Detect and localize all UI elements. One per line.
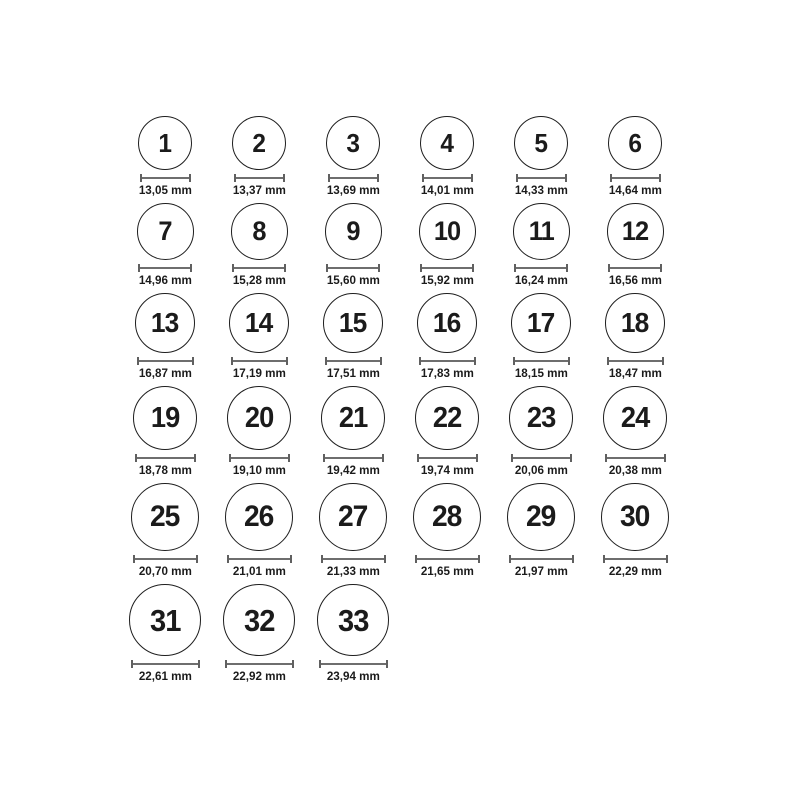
diameter-measure-line (232, 264, 286, 272)
diameter-measure-line (605, 454, 666, 462)
ring-size-cell (494, 203, 588, 287)
diameter-label: 14,33 mm (514, 183, 568, 197)
diameter-measure-line (516, 174, 567, 182)
ring-size-cell (400, 483, 494, 578)
diameter-measure-line (419, 357, 476, 365)
ring-size-cell (212, 203, 306, 287)
ring-circle (511, 293, 571, 353)
ring-circle (509, 386, 573, 450)
ring-size-cell (306, 386, 400, 477)
diameter-label: 16,56 mm (608, 273, 662, 287)
ring-size-cell (588, 293, 682, 380)
ring-size-cell (212, 293, 306, 380)
ring-circle (514, 116, 568, 170)
ring-size-cell (118, 293, 212, 380)
ring-size-number: 6 (628, 128, 642, 158)
ring-size-number: 20 (244, 401, 274, 434)
ring-circle (229, 293, 289, 353)
diameter-measure-line (607, 357, 664, 365)
ring-circle (326, 116, 380, 170)
diameter-label: 19,10 mm (232, 463, 286, 477)
ring-size-cell (494, 386, 588, 477)
ring-size-number: 33 (337, 602, 369, 638)
ring-size-number: 4 (440, 128, 454, 158)
ring-size-number: 24 (620, 401, 650, 434)
ring-size-number: 26 (244, 500, 274, 533)
ring-size-number: 16 (433, 307, 461, 338)
diameter-measure-line (326, 264, 380, 272)
ring-circle (325, 203, 382, 260)
diameter-measure-line (234, 174, 285, 182)
diameter-label: 20,06 mm (514, 463, 568, 477)
ring-circle (419, 203, 476, 260)
diameter-label: 23,94 mm (326, 669, 380, 683)
ring-circle (513, 203, 570, 260)
ring-circle (131, 483, 199, 551)
ring-size-cell (400, 386, 494, 477)
ring-circle (135, 293, 195, 353)
diameter-label: 17,19 mm (232, 366, 286, 380)
ring-size-cell (400, 293, 494, 380)
diameter-label: 22,92 mm (232, 669, 286, 683)
ring-size-number: 17 (527, 307, 555, 338)
diameter-label: 19,74 mm (420, 463, 474, 477)
ring-size-number: 7 (158, 216, 172, 246)
ring-circle (608, 116, 662, 170)
diameter-label: 22,29 mm (608, 564, 662, 578)
ring-circle (605, 293, 665, 353)
diameter-measure-line (514, 264, 568, 272)
diameter-measure-line (509, 555, 574, 563)
ring-size-cell (306, 203, 400, 287)
diameter-label: 19,42 mm (326, 463, 380, 477)
ring-size-number: 2 (252, 128, 266, 158)
diameter-measure-line (603, 555, 668, 563)
ring-circle (323, 293, 383, 353)
ring-size-cell (588, 116, 682, 197)
diameter-label: 20,38 mm (608, 463, 662, 477)
diameter-label: 21,01 mm (232, 564, 286, 578)
ring-size-cell (494, 293, 588, 380)
ring-size-number: 32 (243, 602, 275, 638)
ring-size-number: 29 (526, 500, 556, 533)
ring-circle (129, 584, 201, 656)
ring-size-cell (588, 483, 682, 578)
diameter-label: 14,01 mm (420, 183, 474, 197)
ring-size-number: 8 (252, 216, 266, 246)
ring-size-cell (306, 483, 400, 578)
diameter-label: 21,65 mm (420, 564, 474, 578)
ring-circle (319, 483, 387, 551)
diameter-measure-line (513, 357, 570, 365)
ring-size-number: 9 (346, 216, 360, 246)
diameter-label: 18,47 mm (608, 366, 662, 380)
ring-size-cell (118, 203, 212, 287)
ring-circle (133, 386, 197, 450)
diameter-measure-line (229, 454, 290, 462)
diameter-measure-line (225, 660, 294, 668)
diameter-measure-line (417, 454, 478, 462)
ring-circle (138, 116, 192, 170)
ring-size-number: 15 (339, 307, 367, 338)
diameter-measure-line (325, 357, 382, 365)
diameter-label: 18,78 mm (138, 463, 192, 477)
ring-size-number: 27 (338, 500, 368, 533)
ring-size-number: 25 (150, 500, 180, 533)
diameter-measure-line (131, 660, 200, 668)
ring-size-number: 19 (150, 401, 180, 434)
diameter-measure-line (135, 454, 196, 462)
diameter-measure-line (138, 264, 192, 272)
ring-size-cell (494, 116, 588, 197)
diameter-label: 14,96 mm (138, 273, 192, 287)
ring-circle (225, 483, 293, 551)
diameter-label: 15,92 mm (420, 273, 474, 287)
ring-size-number: 22 (432, 401, 462, 434)
ring-size-cell (400, 203, 494, 287)
ring-size-cell (306, 116, 400, 197)
diameter-measure-line (511, 454, 572, 462)
ring-size-cell (118, 116, 212, 197)
ring-size-cell (306, 584, 400, 683)
diameter-measure-line (610, 174, 661, 182)
diameter-measure-line (422, 174, 473, 182)
ring-circle (415, 386, 479, 450)
ring-size-cell (118, 483, 212, 578)
ring-size-number: 21 (338, 401, 368, 434)
diameter-measure-line (420, 264, 474, 272)
ring-circle (601, 483, 669, 551)
ring-circle (607, 203, 664, 260)
diameter-label: 18,15 mm (514, 366, 568, 380)
diameter-label: 20,70 mm (138, 564, 192, 578)
ring-size-number: 28 (432, 500, 462, 533)
ring-size-cell (494, 483, 588, 578)
diameter-label: 21,33 mm (326, 564, 380, 578)
ring-circle (603, 386, 667, 450)
diameter-measure-line (608, 264, 662, 272)
ring-circle (317, 584, 389, 656)
diameter-label: 13,69 mm (326, 183, 380, 197)
diameter-measure-line (133, 555, 198, 563)
ring-circle (507, 483, 575, 551)
ring-size-cell (212, 116, 306, 197)
ring-circle (417, 293, 477, 353)
ring-size-number: 31 (149, 602, 181, 638)
ring-circle (420, 116, 474, 170)
diameter-label: 15,28 mm (232, 273, 286, 287)
diameter-label: 13,37 mm (232, 183, 286, 197)
ring-size-cell (588, 203, 682, 287)
diameter-label: 16,24 mm (514, 273, 568, 287)
ring-size-number: 3 (346, 128, 360, 158)
diameter-measure-line (319, 660, 388, 668)
ring-circle (137, 203, 194, 260)
ring-size-number: 14 (245, 307, 273, 338)
diameter-label: 17,51 mm (326, 366, 380, 380)
diameter-measure-line (231, 357, 288, 365)
diameter-label: 14,64 mm (608, 183, 662, 197)
diameter-label: 22,61 mm (138, 669, 192, 683)
ring-size-number: 23 (526, 401, 556, 434)
ring-size-number: 18 (621, 307, 649, 338)
ring-size-cell (212, 584, 306, 683)
ring-size-number: 30 (620, 500, 650, 533)
diameter-measure-line (415, 555, 480, 563)
ring-circle (232, 116, 286, 170)
diameter-measure-line (227, 555, 292, 563)
ring-size-cell (400, 116, 494, 197)
ring-circle (413, 483, 481, 551)
ring-circle (227, 386, 291, 450)
ring-size-cell (588, 386, 682, 477)
ring-size-number: 13 (151, 307, 179, 338)
diameter-label: 16,87 mm (138, 366, 192, 380)
diameter-measure-line (323, 454, 384, 462)
ring-size-cell (118, 584, 212, 683)
ring-size-cell (212, 483, 306, 578)
ring-size-cell (306, 293, 400, 380)
ring-circle (231, 203, 288, 260)
diameter-measure-line (137, 357, 194, 365)
diameter-measure-line (140, 174, 191, 182)
ring-size-number: 1 (158, 128, 172, 158)
ring-size-number: 11 (528, 216, 554, 246)
ring-size-cell (212, 386, 306, 477)
ring-size-number: 12 (621, 216, 649, 246)
diameter-label: 21,97 mm (514, 564, 568, 578)
diameter-label: 17,83 mm (420, 366, 474, 380)
ring-circle (223, 584, 295, 656)
diameter-measure-line (321, 555, 386, 563)
diameter-label: 13,05 mm (138, 183, 192, 197)
ring-size-number: 5 (534, 128, 548, 158)
diameter-label: 15,60 mm (326, 273, 380, 287)
ring-circle (321, 386, 385, 450)
diameter-measure-line (328, 174, 379, 182)
ring-size-cell (118, 386, 212, 477)
ring-size-number: 10 (433, 216, 461, 246)
